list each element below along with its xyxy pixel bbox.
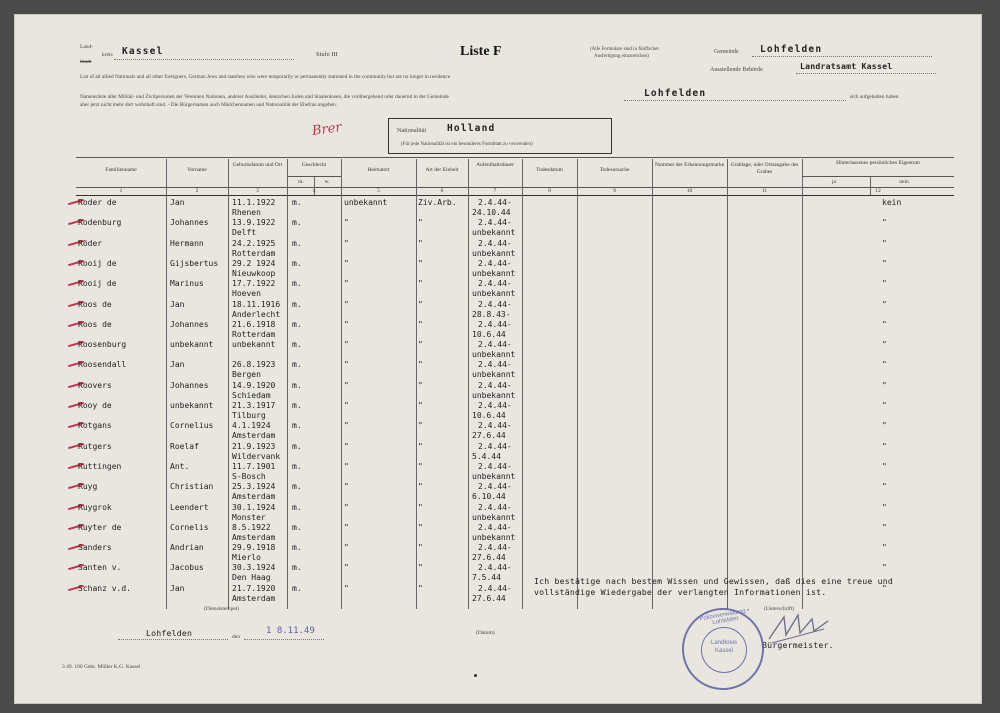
cell-first: Ant. <box>170 461 190 471</box>
cell-home: " <box>344 441 349 451</box>
cell-surname: Ruttingen <box>78 461 122 471</box>
col-header-1: Familienname <box>105 167 137 173</box>
intro-gemeinde-value: Lohfelden <box>644 88 707 99</box>
intro-dotted-line <box>624 100 846 101</box>
cell-place: Rotterdam <box>232 248 276 258</box>
cell-first: Jan <box>170 583 185 593</box>
cell-unit: " <box>418 421 423 431</box>
cell-sex: m. <box>292 421 302 431</box>
cell-place: Rhenen <box>232 208 261 217</box>
cell-surname: Rooij de <box>78 279 117 289</box>
cell-surname: Rodenburg <box>78 218 122 228</box>
cell-stay2: unbekannt <box>472 350 516 360</box>
cell-stay1: 2.4.44- <box>478 482 512 492</box>
cell-first: Andrian <box>170 543 204 553</box>
cell-home: " <box>344 563 349 573</box>
cell-birth: 4.1.1924 <box>232 421 271 431</box>
cell-stay1: 2.4.44- <box>478 319 512 329</box>
cell-place: Delft <box>232 228 257 238</box>
cell-unit: " <box>418 299 423 309</box>
cell-first: Christian <box>170 482 214 492</box>
cell-surname: Rotgans <box>78 421 112 431</box>
cell-sex: m. <box>292 502 302 512</box>
col-header-12-nein: nein <box>899 179 909 185</box>
cell-place: Rotterdam <box>232 329 276 339</box>
behoerde-dotted-line <box>796 73 936 74</box>
cell-stay2: 10.6.44 <box>472 411 506 420</box>
cell-sex: m. <box>292 198 302 207</box>
stufe-label: Stufe III <box>316 51 338 58</box>
cell-property: kein <box>882 198 902 207</box>
cell-stay1: 2.4.44- <box>478 340 512 350</box>
col-num-1: 1 <box>119 188 123 194</box>
cell-stay1: 2.4.44- <box>478 563 512 573</box>
col-num-3: 3 <box>256 188 259 194</box>
cell-property: " <box>882 563 887 573</box>
cell-surname: Rooy de <box>78 401 112 410</box>
cell-stay2: unbekannt <box>472 532 516 542</box>
cell-sex: m. <box>292 380 302 390</box>
cell-birth: 24.2.1925 <box>232 238 276 248</box>
cell-first: Leendert <box>170 502 209 512</box>
cell-birth: 29.2 1924 <box>232 258 276 268</box>
cell-stay2: 28.8.43- <box>472 309 511 319</box>
cell-stay2: unbekannt <box>472 390 516 400</box>
cell-birth: 18.11.1916 <box>232 299 281 309</box>
cell-home: " <box>344 401 349 410</box>
cell-sex: m. <box>292 319 302 329</box>
cell-unit: " <box>418 502 423 512</box>
table-row <box>14 401 982 422</box>
cell-unit: " <box>418 340 423 350</box>
cell-sex: m. <box>292 441 302 451</box>
cell-stay1: 2.4.44- <box>478 299 512 309</box>
cell-unit: " <box>418 461 423 471</box>
cell-first: Hermann <box>170 238 204 248</box>
gemeinde-label: Gemeinde <box>714 49 739 55</box>
col-header-6: Art der Einheit <box>425 167 459 173</box>
intro-english: List of all allied Nationals and all other foreigners, German Jews and stateless who were temporarily or permanently stationed in the community but are no longer in residence <box>80 74 451 80</box>
cell-place: Amsterdam <box>232 431 276 441</box>
col-num-6: 6 <box>440 188 444 194</box>
cell-stay2: 5.4.44 <box>472 451 501 461</box>
cell-property: " <box>882 421 887 431</box>
cell-unit: " <box>418 441 423 451</box>
cell-sex: m. <box>292 238 302 248</box>
table-top-rule <box>76 157 954 158</box>
table-row <box>14 482 982 503</box>
cell-sex: m. <box>292 461 302 471</box>
col-header-2: Vorname <box>187 167 207 173</box>
cell-stay2: 7.5.44 <box>472 573 501 583</box>
cell-place: Schiedam <box>232 390 271 400</box>
cell-stay2: unbekannt <box>472 289 516 299</box>
cell-sex: m. <box>292 563 302 573</box>
property-subrule <box>802 176 954 177</box>
cell-sex: m. <box>292 522 302 532</box>
gemeinde-dotted-line <box>752 56 932 57</box>
cell-surname: Röder <box>78 238 103 248</box>
cell-home: " <box>344 360 349 370</box>
datum-label: (Datum) <box>476 630 495 636</box>
cell-stay2: unbekannt <box>472 471 516 481</box>
cell-place: Amsterdam <box>232 492 276 502</box>
cell-stay1: 2.4.44- <box>478 198 512 207</box>
cell-first: Cornelius <box>170 421 214 431</box>
cell-sex: m. <box>292 583 302 593</box>
cell-birth: 14.9.1920 <box>232 380 276 390</box>
cell-sex: m. <box>292 340 302 350</box>
cell-home: " <box>344 340 349 350</box>
cell-sex: m. <box>292 299 302 309</box>
cell-place: Wildervank <box>232 451 281 461</box>
cell-surname: Ruyg <box>78 482 98 492</box>
cell-stay1: 2.4.44- <box>478 401 512 410</box>
cell-unit: " <box>418 238 423 248</box>
col-header-9: Todesursache <box>599 167 630 173</box>
col-num-12: 12 <box>875 188 881 194</box>
col-header-5: Heimatort <box>367 167 390 173</box>
cell-home: unbekannt <box>344 198 388 207</box>
cell-property: " <box>882 319 887 329</box>
cell-surname: Schanz v.d. <box>78 583 131 593</box>
cell-birth: 17.7.1922 <box>232 279 276 289</box>
table-row <box>14 340 982 361</box>
col-num-2: 2 <box>195 188 199 194</box>
behoerde-value: Landratsamt Kassel <box>800 61 893 71</box>
cell-sex: m. <box>292 401 302 410</box>
declaration-line-2: vollständige Wiedergabe der verlangten Informationen ist. <box>534 587 827 597</box>
cell-birth: 26.8.1923 <box>232 360 276 370</box>
stamp-inner-2: Kassel <box>714 648 733 654</box>
cell-stay1: 2.4.44- <box>478 502 512 512</box>
behoerde-label: Ausstellende Behörde <box>710 67 763 73</box>
cell-unit: " <box>418 380 423 390</box>
cell-surname: Roos de <box>78 319 112 329</box>
cell-place: Amsterdam <box>232 532 276 542</box>
cell-first: Roelaf <box>170 441 199 451</box>
cell-property: " <box>882 360 887 370</box>
cell-property: " <box>882 482 887 492</box>
cell-first: Cornelis <box>170 522 209 532</box>
cell-property: " <box>882 238 887 248</box>
cell-surname: Roos de <box>78 299 112 309</box>
table-row <box>14 462 982 483</box>
cell-home: " <box>344 299 349 309</box>
cell-stay1: 2.4.44- <box>478 380 512 390</box>
sex-subrule <box>287 176 341 177</box>
date-prefix: den <box>232 634 240 640</box>
cell-birth: 25.3.1924 <box>232 482 276 492</box>
table-row <box>14 503 982 524</box>
cell-stay2: 27.6.44 <box>472 553 506 563</box>
cell-place: Amsterdam <box>232 593 276 603</box>
cell-first: unbekannt <box>170 401 214 410</box>
table-row <box>14 584 982 605</box>
intro-german-1: Namensliste aller Militär- und Zivilpersonen der Vereinten Nationen, anderer Ausländer, deutschen Juden und Staatenlosen, die vorübergehend oder dauernd in der Gemeinde <box>80 94 449 100</box>
dienststempel-label: (Dienststempel) <box>204 606 240 612</box>
cell-stay2: 27.6.44 <box>472 431 506 441</box>
cell-stay1: 2.4.44- <box>478 258 512 268</box>
form-note-1: (Alle Formulare sind in fünffacher <box>590 47 660 52</box>
cell-birth: unbekannt <box>232 340 276 350</box>
kreis-word: kreis <box>102 52 113 58</box>
table-row <box>14 360 982 381</box>
cell-sex: m. <box>292 482 302 492</box>
stadt-word: Stadt <box>80 59 92 65</box>
table-row <box>14 218 982 239</box>
cell-birth: 29.9.1918 <box>232 543 276 553</box>
cell-stay1: 2.4.44- <box>478 543 512 553</box>
cell-stay2: 6.10.44 <box>472 492 506 502</box>
cell-property: " <box>882 543 887 553</box>
cell-unit: Ziv.Arb. <box>418 198 457 207</box>
cell-place: Tilburg <box>232 411 266 420</box>
signature <box>764 609 834 649</box>
cell-unit: " <box>418 522 423 532</box>
printer-line: 3 49. 100 Gebr. Müller K.G. Kassel <box>62 664 141 670</box>
table-row <box>14 300 982 321</box>
col-header-12-ja: ja <box>832 179 836 185</box>
cell-home: " <box>344 238 349 248</box>
cell-unit: " <box>418 319 423 329</box>
cell-birth: 8.5.1922 <box>232 522 271 532</box>
gemeinde-value: Lohfelden <box>760 44 823 55</box>
table-row <box>14 421 982 442</box>
cell-birth: 11.7.1901 <box>232 461 276 471</box>
cell-stay2: 10.6.44 <box>472 329 506 339</box>
kreis-value: Kassel <box>122 46 164 57</box>
table-row <box>14 442 982 463</box>
col-header-4-m: m. <box>298 179 304 185</box>
cell-stay2: unbekannt <box>472 370 516 380</box>
cell-unit: " <box>418 482 423 492</box>
nationality-label: Nationalität <box>397 127 427 134</box>
table-row <box>14 523 982 544</box>
cell-sex: m. <box>292 258 302 268</box>
col-header-8: Todesdatum <box>536 167 563 173</box>
cell-home: " <box>344 279 349 289</box>
cell-property: " <box>882 279 887 289</box>
stamp-outer-text: Polizeiverwaltung • Lohfelden <box>699 607 750 627</box>
cell-sex: m. <box>292 218 302 228</box>
cell-place: Mierlo <box>232 553 261 563</box>
cell-home: " <box>344 502 349 512</box>
cell-first: Marinus <box>170 279 204 289</box>
col-header-11: Grablage, oder Ortsangabe des Grabes <box>730 162 799 175</box>
col-num-9: 9 <box>613 188 616 194</box>
cell-place: Nieuwkoop <box>232 268 276 278</box>
cell-unit: " <box>418 583 423 593</box>
cell-surname: Santen v. <box>78 563 122 573</box>
col-header-3: Geburtsdatum und Ort <box>232 162 283 168</box>
col-header-4-w: w. <box>324 179 330 185</box>
cell-unit: " <box>418 563 423 573</box>
table-row <box>14 381 982 402</box>
cell-stay2: 24.10.44 <box>472 208 511 217</box>
cell-property: " <box>882 299 887 309</box>
cell-property: " <box>882 522 887 532</box>
cell-stay1: 2.4.44- <box>478 583 512 593</box>
cell-property: " <box>882 441 887 451</box>
cell-place: Bergen <box>232 370 261 380</box>
table-row <box>14 320 982 341</box>
cell-first: Gijsbertus <box>170 258 219 268</box>
cell-sex: m. <box>292 543 302 553</box>
place-dotted-line <box>118 639 228 640</box>
cell-unit: " <box>418 258 423 268</box>
cell-sex: m. <box>292 279 302 289</box>
cell-stay2: 27.6.44 <box>472 593 506 603</box>
col-num-8: 8 <box>548 188 551 194</box>
col-header-4: Geschlecht <box>301 162 327 168</box>
signature-label: (Unterschrift) <box>764 606 795 612</box>
cell-stay1: 2.4.44- <box>478 421 512 431</box>
cell-birth: 21.6.1918 <box>232 319 276 329</box>
col-num-10: 10 <box>686 188 693 194</box>
cell-place: S-Bosch <box>232 471 266 481</box>
cell-birth: 30.1.1924 <box>232 502 276 512</box>
form-note-2: Ausfertigung einzureichen) <box>594 54 649 59</box>
cell-home: " <box>344 380 349 390</box>
cell-home: " <box>344 218 349 228</box>
cell-property: " <box>882 340 887 350</box>
cell-stay1: 2.4.44- <box>478 461 512 471</box>
cell-first: Johannes <box>170 218 209 228</box>
intro-german-1b: sich aufgehalten haben <box>850 94 899 100</box>
cell-home: " <box>344 258 349 268</box>
cell-surname: Rutgers <box>78 441 112 451</box>
table-row <box>14 239 982 260</box>
cell-place: Monster <box>232 512 266 522</box>
cell-birth: 21.9.1923 <box>232 441 276 451</box>
cell-surname: Rooij de <box>78 258 117 268</box>
cell-home: " <box>344 522 349 532</box>
cell-surname: Ruygrok <box>78 502 112 512</box>
cell-stay1: 2.4.44- <box>478 441 512 451</box>
declaration-line-1: Ich bestätige nach bestem Wissen und Gewissen, daß dies eine treue und <box>534 576 894 586</box>
cell-unit: " <box>418 218 423 228</box>
cell-property: " <box>882 258 887 268</box>
cell-surname: Roosendall <box>78 360 127 370</box>
cell-home: " <box>344 421 349 431</box>
cell-first: Jacobus <box>170 563 204 573</box>
table-row <box>14 198 982 219</box>
cell-stay1: 2.4.44- <box>478 360 512 370</box>
cell-stay1: 2.4.44- <box>478 279 512 289</box>
cell-first: Johannes <box>170 380 209 390</box>
stamp-inner-1: Landkreis <box>710 640 737 646</box>
nationality-note: (Für jede Nationalität ist ein besonderes Formblatt zu verwenden) <box>401 142 533 147</box>
footer-date-stamp: 1 8.11.49 <box>266 626 315 636</box>
cell-home: " <box>344 461 349 471</box>
cell-surname: Roosenburg <box>78 340 127 350</box>
cell-birth: 13.9.1922 <box>232 218 276 228</box>
cell-surname: Roovers <box>78 380 112 390</box>
cell-birth: 21.7.1920 <box>232 583 276 593</box>
cell-stay2: unbekannt <box>472 268 516 278</box>
office-title: Bürgermeister. <box>762 640 834 650</box>
cell-surname: Sanders <box>78 543 112 553</box>
cell-stay1: 2.4.44- <box>478 238 512 248</box>
cell-first: Johannes <box>170 319 209 329</box>
cell-stay2: unbekannt <box>472 248 516 258</box>
cell-birth: 30.3.1924 <box>232 563 276 573</box>
cell-first: Jan <box>170 198 185 207</box>
cell-stay2: unbekannt <box>472 228 516 238</box>
cell-birth: 21.3.1917 <box>232 401 276 410</box>
cell-first: Jan <box>170 360 185 370</box>
table-row <box>14 259 982 280</box>
cell-surname: Roder de <box>78 198 117 207</box>
cell-home: " <box>344 543 349 553</box>
cell-stay1: 2.4.44- <box>478 522 512 532</box>
cell-unit: " <box>418 543 423 553</box>
cell-unit: " <box>418 401 423 410</box>
col-num-7: 7 <box>493 188 497 194</box>
cell-first: unbekannt <box>170 340 214 350</box>
cell-place: Hoeven <box>232 289 261 299</box>
footer-place: Lohfelden <box>146 628 193 638</box>
landkreis-prefix: Land- <box>80 44 94 50</box>
liste-title: Liste F <box>460 44 502 59</box>
cell-unit: " <box>418 360 423 370</box>
col-header-7: Aufenthaltsdauer <box>476 162 514 168</box>
cell-home: " <box>344 319 349 329</box>
cell-property: " <box>882 583 887 593</box>
cell-property: " <box>882 401 887 410</box>
cell-place: Den Haag <box>232 573 271 583</box>
col-num-4: 4 <box>312 188 316 194</box>
punch-dot <box>474 674 477 677</box>
col-header-10: Nummer der Erkennungsmarke <box>654 162 725 168</box>
col-num-5: 5 <box>377 188 380 194</box>
nationality-value: Holland <box>447 123 496 134</box>
cell-stay2: unbekannt <box>472 512 516 522</box>
cell-property: " <box>882 218 887 228</box>
nationality-box <box>388 118 612 154</box>
cell-birth: 11.1.1922 <box>232 198 276 207</box>
cell-surname: Ruyter de <box>78 522 122 532</box>
cell-place: Anderlecht <box>232 309 281 319</box>
col-num-11: 11 <box>761 188 768 194</box>
cell-home: " <box>344 482 349 492</box>
table-row <box>14 543 982 564</box>
table-number-rule <box>76 195 954 196</box>
table-row <box>14 279 982 300</box>
cell-property: " <box>882 502 887 512</box>
intro-german-2: aber jetzt nicht mehr dort wohnhaft sind. - Die Bürgernamen auch Mädchennamen und Nationalität der Ehefrau angeben. <box>80 102 338 108</box>
cell-home: " <box>344 583 349 593</box>
cell-property: " <box>882 461 887 471</box>
cell-property: " <box>882 380 887 390</box>
document-page <box>14 14 982 704</box>
handwritten-mark: Brer <box>311 120 343 139</box>
cell-first: Jan <box>170 299 185 309</box>
kreis-dotted-line <box>114 59 294 60</box>
date-dotted-line <box>244 639 324 640</box>
cell-unit: " <box>418 279 423 289</box>
official-stamp <box>682 608 764 690</box>
cell-stay1: 2.4.44- <box>478 218 512 228</box>
cell-sex: m. <box>292 360 302 370</box>
col-header-12: Hinterlassenes persönliches Eigentum <box>836 160 920 166</box>
